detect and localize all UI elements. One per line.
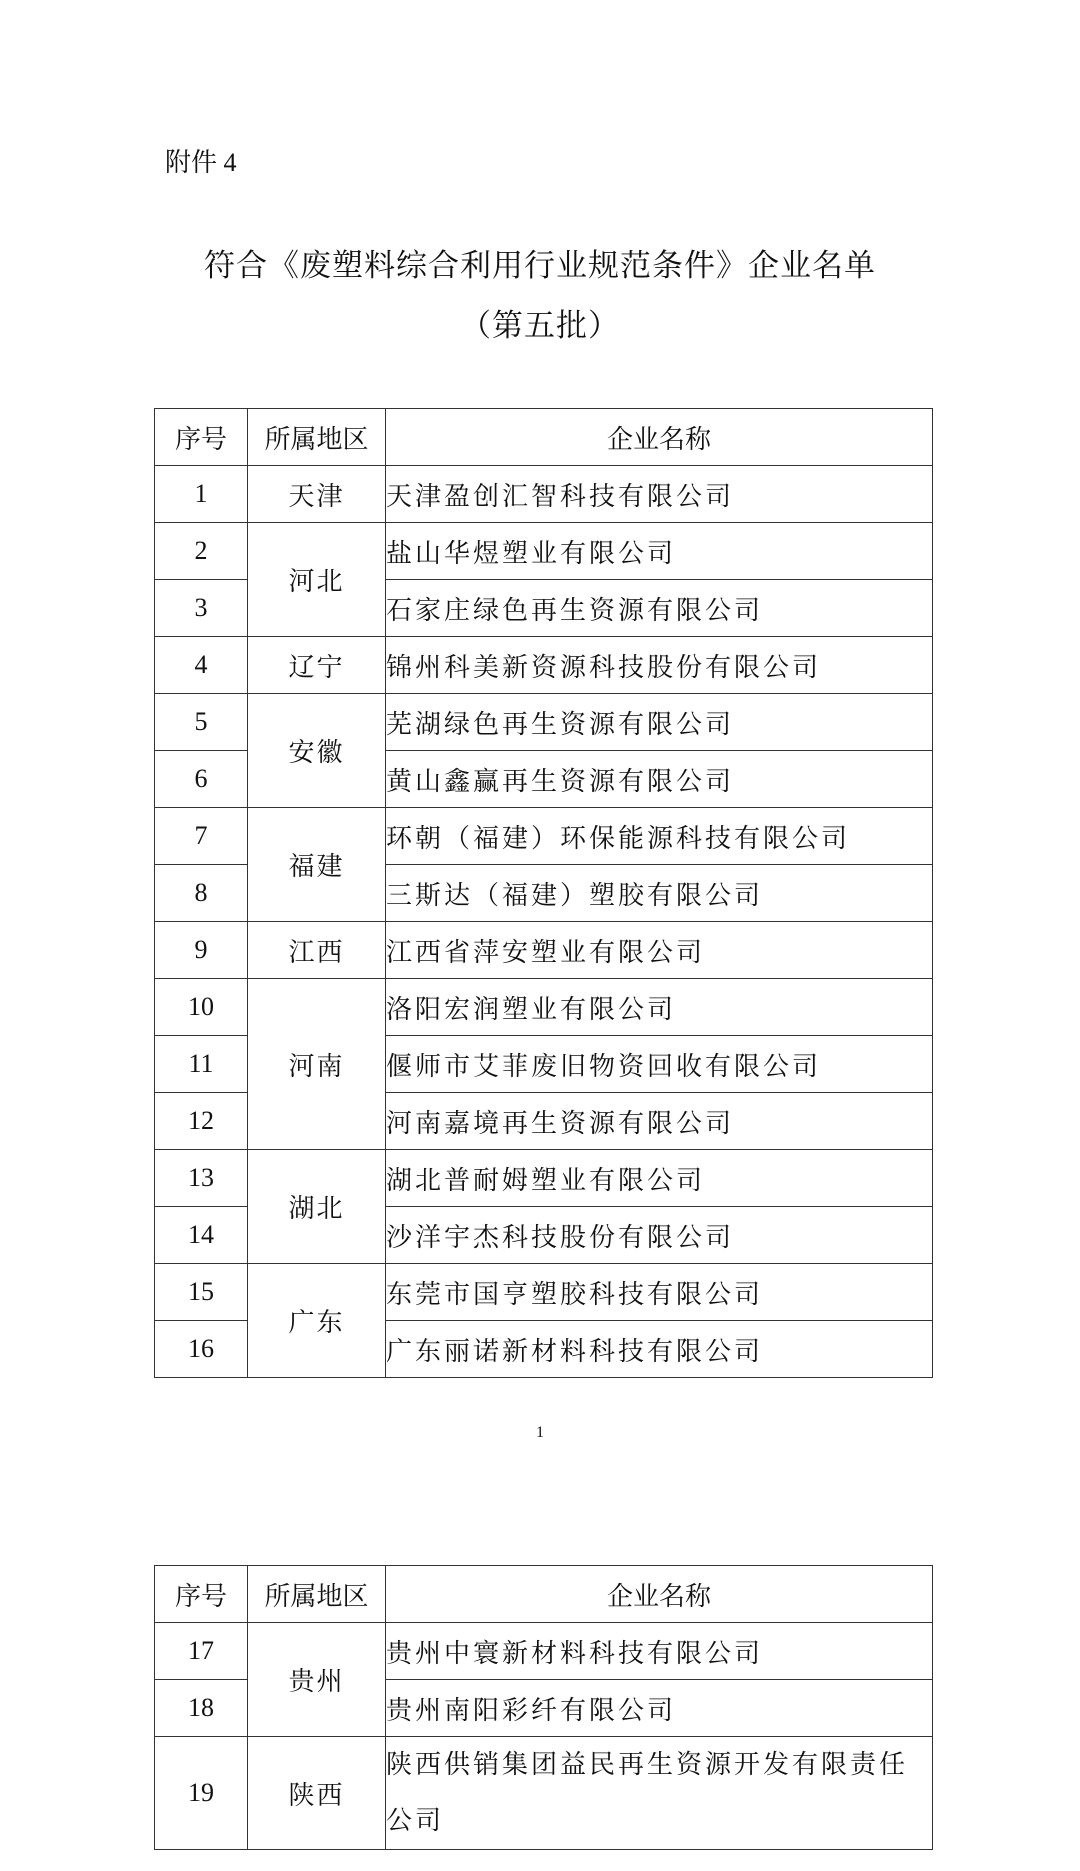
table-row — [155, 1623, 933, 1680]
row-company: 河南嘉境再生资源有限公司 — [386, 1093, 933, 1150]
row-region: 安徽 — [248, 694, 386, 808]
column-header-region: 所属地区 — [248, 1566, 386, 1623]
table-row — [155, 1264, 933, 1321]
row-number: 12 — [155, 1093, 248, 1150]
row-number: 7 — [155, 808, 248, 865]
enterprise-table-page1 — [154, 408, 933, 1378]
row-number: 11 — [155, 1036, 248, 1093]
table-header-row — [155, 409, 933, 466]
row-region: 河北 — [248, 523, 386, 637]
row-number: 6 — [155, 751, 248, 808]
row-region: 河南 — [248, 979, 386, 1150]
row-number: 14 — [155, 1207, 248, 1264]
table-row — [155, 466, 933, 523]
row-company: 黄山鑫赢再生资源有限公司 — [386, 751, 933, 808]
table-row — [155, 922, 933, 979]
row-company: 盐山华煜塑业有限公司 — [386, 523, 933, 580]
row-company: 广东丽诺新材料科技有限公司 — [386, 1321, 933, 1378]
row-company: 锦州科美新资源科技股份有限公司 — [386, 637, 933, 694]
table-row — [155, 694, 933, 751]
table-row — [155, 523, 933, 580]
row-number: 18 — [155, 1680, 248, 1737]
enterprise-table-page2 — [154, 1565, 933, 1850]
table-row — [155, 1150, 933, 1207]
table-row — [155, 637, 933, 694]
page-number: 1 — [536, 1424, 544, 1441]
row-number: 10 — [155, 979, 248, 1036]
row-region: 天津 — [248, 466, 386, 523]
row-region: 福建 — [248, 808, 386, 922]
row-number: 16 — [155, 1321, 248, 1378]
table-row — [155, 808, 933, 865]
row-company: 环朝（福建）环保能源科技有限公司 — [386, 808, 933, 865]
row-company: 沙洋宇杰科技股份有限公司 — [386, 1207, 933, 1264]
row-number: 15 — [155, 1264, 248, 1321]
row-region: 广东 — [248, 1264, 386, 1378]
row-number: 3 — [155, 580, 248, 637]
row-region: 湖北 — [248, 1150, 386, 1264]
row-region: 江西 — [248, 922, 386, 979]
row-company: 芜湖绿色再生资源有限公司 — [386, 694, 933, 751]
table-row — [155, 1737, 933, 1850]
row-number: 13 — [155, 1150, 248, 1207]
row-company: 东莞市国亨塑胶科技有限公司 — [386, 1264, 933, 1321]
row-number: 5 — [155, 694, 248, 751]
document-title: 符合《废塑料综合利用行业规范条件》企业名单 — [204, 248, 876, 284]
row-company: 陕西供销集团益民再生资源开发有限责任公司 — [386, 1737, 933, 1850]
row-company: 天津盈创汇智科技有限公司 — [386, 466, 933, 523]
row-company: 三斯达（福建）塑胶有限公司 — [386, 865, 933, 922]
row-number: 9 — [155, 922, 248, 979]
row-company: 贵州中寰新材料科技有限公司 — [386, 1623, 933, 1680]
column-header-number: 序号 — [155, 409, 248, 466]
row-company: 偃师市艾菲废旧物资回收有限公司 — [386, 1036, 933, 1093]
row-number: 8 — [155, 865, 248, 922]
row-number: 17 — [155, 1623, 248, 1680]
row-region: 贵州 — [248, 1623, 386, 1737]
row-company: 洛阳宏润塑业有限公司 — [386, 979, 933, 1036]
table-header-row — [155, 1566, 933, 1623]
row-number: 4 — [155, 637, 248, 694]
column-header-number: 序号 — [155, 1566, 248, 1623]
row-region: 陕西 — [248, 1737, 386, 1850]
row-number: 2 — [155, 523, 248, 580]
document-subtitle: （第五批） — [460, 308, 620, 344]
attachment-label: 附件 4 — [165, 148, 237, 177]
row-company: 石家庄绿色再生资源有限公司 — [386, 580, 933, 637]
column-header-company: 企业名称 — [386, 1566, 933, 1623]
row-company: 江西省萍安塑业有限公司 — [386, 922, 933, 979]
table-row — [155, 979, 933, 1036]
column-header-company: 企业名称 — [386, 409, 933, 466]
row-number: 19 — [155, 1737, 248, 1850]
row-company: 湖北普耐姆塑业有限公司 — [386, 1150, 933, 1207]
row-company: 贵州南阳彩纤有限公司 — [386, 1680, 933, 1737]
row-number: 1 — [155, 466, 248, 523]
column-header-region: 所属地区 — [248, 409, 386, 466]
row-region: 辽宁 — [248, 637, 386, 694]
